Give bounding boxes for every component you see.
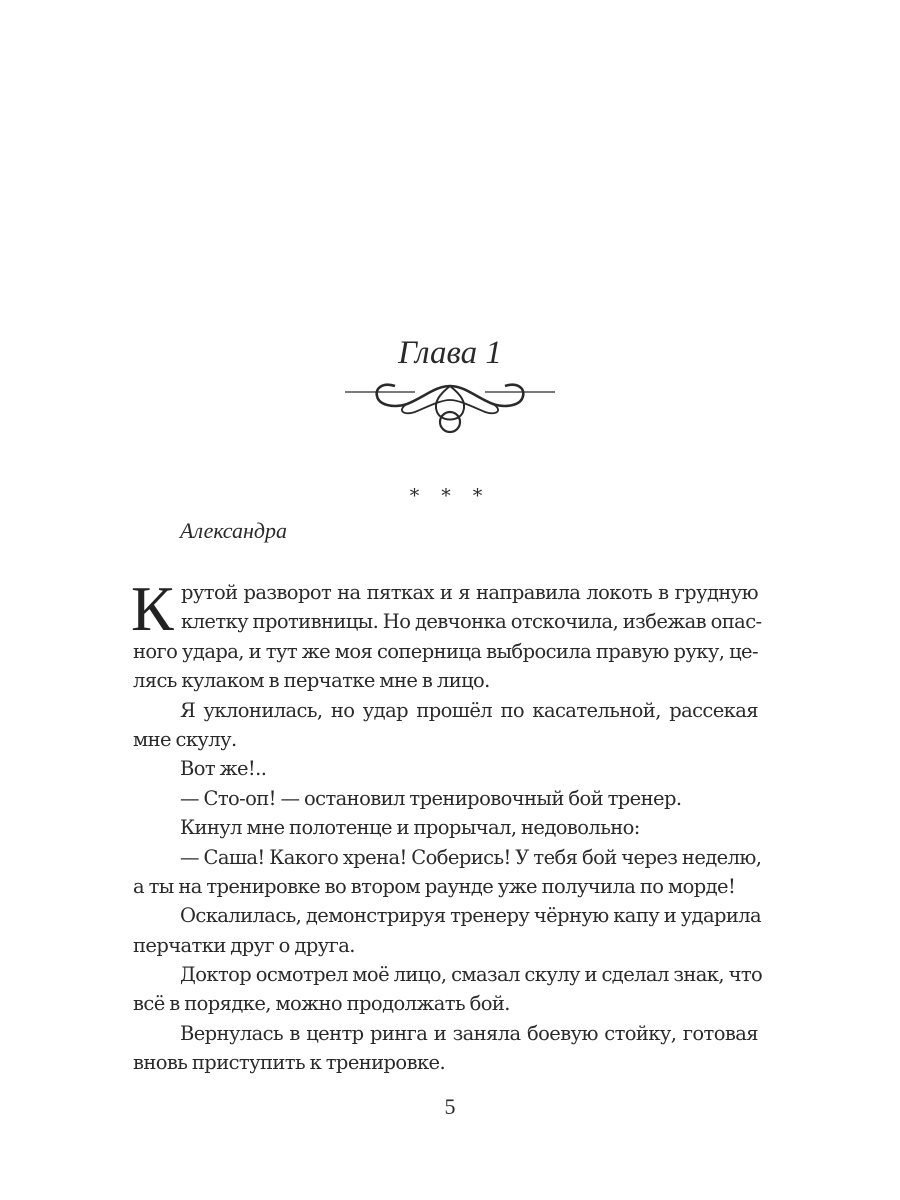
text-line: — Саша! Какого хрена! Соберись! У тебя бой через неделю,	[180, 845, 762, 869]
body-text	[131, 573, 763, 1078]
text-line: перчатки друг о друга.	[133, 933, 355, 957]
paragraph	[133, 813, 758, 842]
text-line: — Сто-оп! — остановил тренировочный бой тренер.	[180, 786, 682, 810]
page-number: 5	[444, 1094, 456, 1119]
text-line: Оскалилась, демонстрируя тренеру чёрную капу и ударила	[180, 904, 762, 928]
ornament-flourish-icon	[345, 380, 555, 440]
text-line: мне скулу.	[133, 727, 237, 751]
text-line: Вернулась в центр ринга и заняла боевую стойку, готовая	[180, 1021, 758, 1045]
text-line: рутой разворот на пятках и я направила локоть в грудную	[181, 581, 758, 604]
text-line: Я уклонилась, но удар прошёл по касательной, рассекая	[180, 698, 758, 722]
text-line: Вот же!..	[180, 757, 267, 781]
text-line: клетку противницы. Но девчонка отскочила, избежав опас-	[181, 610, 762, 634]
text-line: вновь приступить к тренировке.	[133, 1051, 446, 1075]
speaker-name: Александра	[180, 518, 288, 543]
paragraph	[133, 1019, 758, 1078]
text-line: ного удара, и тут же моя соперница выбросила правую руку, це-	[133, 639, 758, 663]
drop-cap: К	[131, 573, 174, 644]
text-line: всё в порядке, можно продолжать бой.	[133, 992, 510, 1016]
paragraph	[133, 754, 758, 783]
paragraph	[133, 901, 762, 960]
paragraph	[133, 960, 763, 1019]
chapter-title: Глава 1	[398, 335, 502, 371]
text-line: Кинул мне полотенце и прорычал, недовольно:	[180, 816, 640, 840]
text-line: Доктор осмотрел моё лицо, смазал скулу и сделал знак, что	[180, 963, 763, 987]
paragraph	[133, 784, 758, 813]
text-line: а ты на тренировке во втором раунде уже получила по морде!	[133, 874, 736, 898]
paragraph	[131, 573, 762, 696]
paragraph	[133, 843, 762, 902]
paragraph	[133, 696, 758, 755]
text-line: лясь кулаком в перчатке мне в лицо.	[133, 669, 490, 693]
section-separator: * * *	[409, 485, 491, 507]
